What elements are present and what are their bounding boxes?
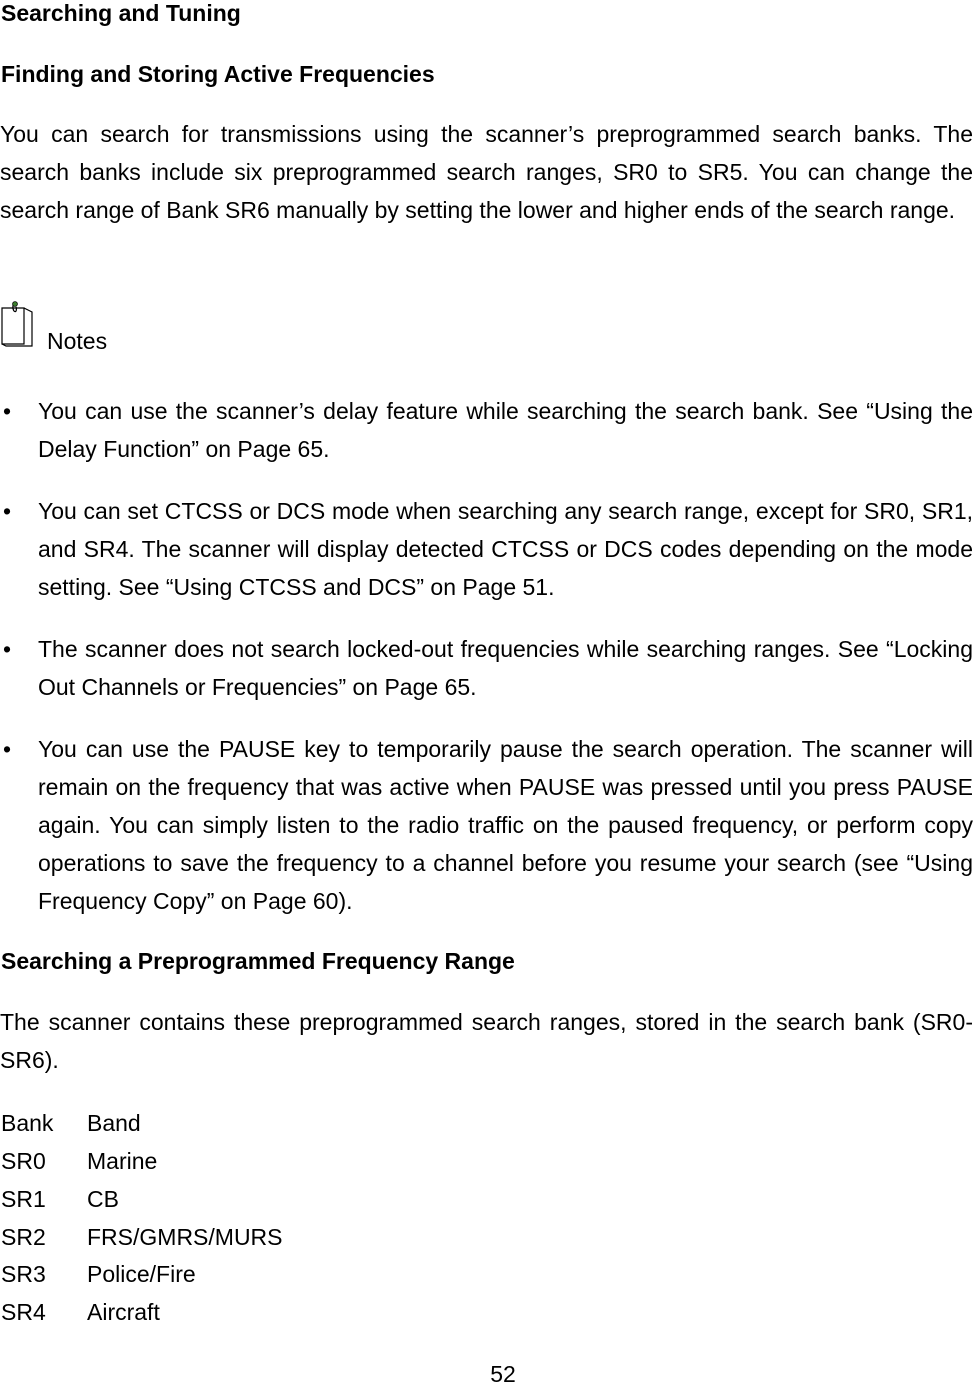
bullet-dot: • xyxy=(3,498,12,524)
intro-paragraph: You can search for transmissions using the scanner’s preprogrammed search banks. The search banks include six preprogrammed search ranges, SR0 to SR5. You can change the search range of Bank SR6 manually by setting the lower and higher ends of the search range. xyxy=(0,121,973,223)
notes-callout xyxy=(0,300,300,352)
bank-table-row xyxy=(0,1142,400,1180)
bank-cell: SR2 xyxy=(1,1224,46,1250)
band-cell: FRS/GMRS/MURS xyxy=(87,1224,283,1250)
band-cell: CB xyxy=(87,1186,119,1212)
page-number: 52 xyxy=(490,1361,516,1387)
band-cell: Marine xyxy=(87,1148,158,1174)
band-cell: Police/Fire xyxy=(87,1261,196,1287)
bank-header: Bank xyxy=(1,1110,54,1136)
preprogrammed-heading: Searching a Preprogrammed Frequency Range xyxy=(1,948,515,974)
band-cell: Aircraft xyxy=(87,1299,160,1325)
bank-cell: SR4 xyxy=(1,1299,46,1325)
bullet-text: You can use the scanner’s delay feature while searching the search bank. See “Using the Delay Function” on Page 65. xyxy=(38,398,973,462)
bank-cell: SR1 xyxy=(1,1186,46,1212)
bullet-text: The scanner does not search locked-out frequencies while searching ranges. See “Locking Out Channels or Frequencies” on Page 65. xyxy=(38,636,973,700)
bank-table-row xyxy=(0,1180,400,1218)
bank-cell: SR0 xyxy=(1,1148,46,1174)
bank-table-row xyxy=(0,1255,400,1293)
bullet-text: You can set CTCSS or DCS mode when searching any search range, except for SR0, SR1, and SR4. The scanner will display detected CTCSS or DCS codes depending on the mode setting. See “Using CTCSS and DCS” on Page 51. xyxy=(38,498,973,600)
bullet-text: You can use the PAUSE key to temporarily pause the search operation. The scanner will remain on the frequency that was active when PAUSE was pressed until you press PAUSE again. You can simply listen to the radio traffic on the paused frequency, or perform copy operations to save the frequency to a channel before you resume your search (see “Using Frequency Copy” on Page 60). xyxy=(38,736,973,914)
bank-table-row xyxy=(0,1293,400,1331)
notepad-icon xyxy=(0,300,36,350)
section-title: Searching and Tuning xyxy=(1,0,241,26)
subsection-title: Finding and Storing Active Frequencies xyxy=(1,61,435,87)
notes-label: Notes xyxy=(47,328,108,354)
bullet-dot: • xyxy=(3,398,12,424)
band-header: Band xyxy=(87,1110,141,1136)
bank-cell: SR3 xyxy=(1,1261,46,1287)
bank-table-row xyxy=(0,1218,400,1256)
bullet-dot: • xyxy=(3,636,12,662)
bullet-dot: • xyxy=(3,736,12,762)
preprogrammed-paragraph: The scanner contains these preprogrammed search ranges, stored in the search bank (SR0-SR6). xyxy=(0,1009,973,1073)
bank-table-header xyxy=(0,1104,400,1142)
